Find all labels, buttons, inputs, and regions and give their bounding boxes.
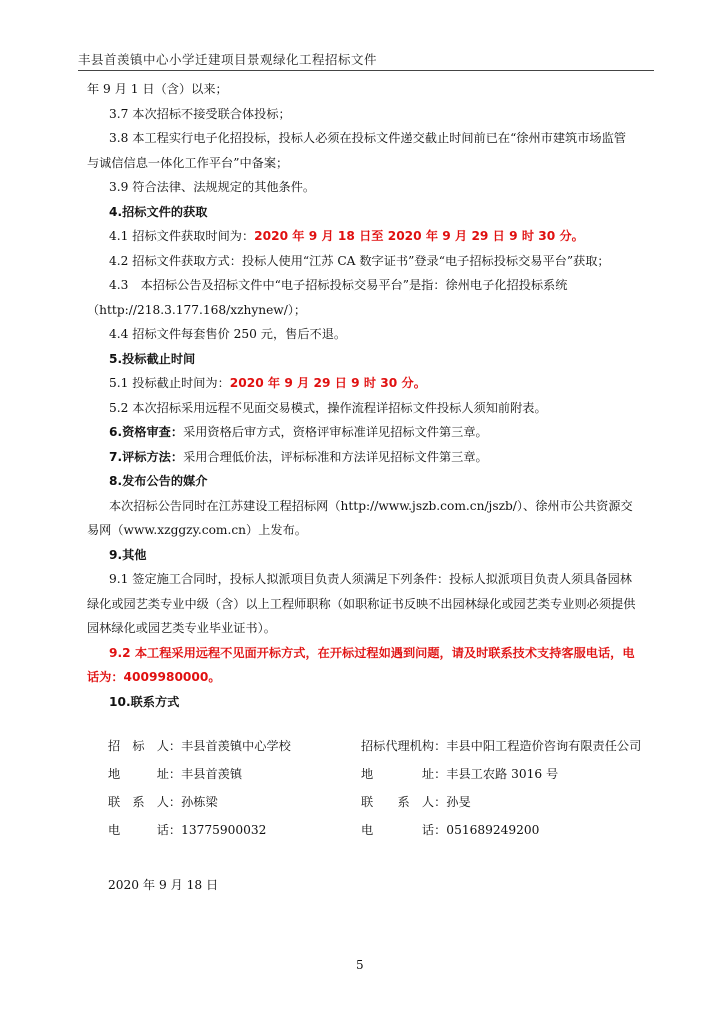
- contact-tenderer: 招 标 人：丰县首羡镇中心学校: [108, 739, 291, 753]
- contact-tenderer-address: 地 址：丰县首羡镇: [108, 767, 243, 781]
- sec8-line-2: 易网（www.xzggzy.com.cn）上发布。: [87, 523, 307, 537]
- sec5-item-5-2: 5.2 本次招标采用远程不见面交易模式，操作流程详招标文件投标人须知前附表。: [109, 400, 547, 415]
- sec9-heading: 9.其他: [109, 547, 147, 562]
- document-date: 2020 年 9 月 18 日: [108, 878, 219, 892]
- sec7-line: [87, 445, 654, 470]
- sec5-item-5-1: [87, 371, 654, 396]
- sec6-line: [87, 420, 654, 445]
- contact-agency-address: 地 址：丰县工农路 3016 号: [361, 767, 559, 781]
- contact-agency-phone: 电 话：051689249200: [361, 823, 540, 837]
- page-number: 5: [356, 958, 364, 972]
- sec8-heading: 8.发布公告的媒介: [109, 474, 208, 488]
- sec9-item-9-1-b: 绿化或园艺类专业中级（含）以上工程师职称（如职称证书反映不出园林绿化或园艺类专业则必须提供: [87, 596, 636, 611]
- contact-agency-person: 联 系 人：孙旻: [361, 795, 471, 809]
- contact-tenderer-person: 联 系 人：孙栋梁: [108, 795, 218, 809]
- sec4-item-4-1-value: 2020 年 9 月 18 日至 2020 年 9 月 29 日 9 时 30 分。: [254, 229, 584, 243]
- document-header-title: 丰县首羡镇中心小学迁建项目景观绿化工程招标文件: [78, 52, 378, 67]
- sec3-item-3-8-b: 与诚信信息一体化工作平台”中备案；: [87, 155, 289, 170]
- sec7-text: 采用合理低价法，评标标准和方法详见招标文件第三章。: [183, 449, 488, 464]
- sec10-heading: 10.联系方式: [109, 694, 180, 709]
- contact-row-address: [108, 765, 658, 793]
- sec8-line-1: 本次招标公告同时在江苏建设工程招标网（http://www.jszb.com.cn/jszb/）、徐州市公共资源交: [109, 498, 633, 513]
- sec9-item-9-1-a: 9.1 签定施工合同时，投标人拟派项目负责人须满足下列条件：投标人拟派项目负责人须具备园林: [109, 572, 632, 586]
- sec9-item-9-2-prefix: 9.2: [109, 645, 135, 660]
- sec4-item-4-1: [87, 224, 654, 249]
- sec3-item-3-8-a: 3.8 本工程实行电子化招投标，投标人必须在投标文件递交截止时间前已在“徐州市建筑市场监管: [109, 131, 626, 145]
- contact-row-person: [108, 793, 658, 821]
- sec5-heading: 5.投标截止时间: [109, 351, 196, 366]
- contact-tenderer-phone: 电 话：13775900032: [108, 823, 267, 837]
- sec7-label: 7.评标方法：: [109, 449, 184, 464]
- sec9-item-9-2-a: [87, 641, 654, 666]
- header-rule: [78, 70, 654, 71]
- contact-row-phone: [108, 821, 658, 849]
- sec5-item-5-1-label: 5.1 投标截止时间为：: [109, 376, 230, 390]
- sec4-item-4-1-label: 4.1 招标文件获取时间为：: [109, 229, 255, 243]
- sec9-item-9-1-c: 园林绿化或园艺类专业毕业证书）。: [87, 621, 276, 635]
- contact-agency: 招标代理机构：丰县中阳工程造价咨询有限责任公司: [361, 739, 642, 753]
- sec6-label: 6.资格审查：: [109, 425, 184, 439]
- document-body: [87, 77, 654, 714]
- sec4-item-4-2: 4.2 招标文件获取方式：投标人使用“江苏 CA 数字证书”登录“电子招标投标交易平台”获取；: [109, 253, 610, 268]
- sec4-item-4-3-b: （http://218.3.177.168/xzhynew/）；: [87, 302, 307, 317]
- sec6-text: 采用资格后审方式，资格评审标准详见招标文件第三章。: [183, 425, 488, 439]
- sec3-item-3-9: 3.9 符合法律、法规规定的其他条件。: [109, 180, 316, 194]
- sec3-item-3-7: 3.7 本次招标不接受联合体投标；: [109, 106, 291, 121]
- sec4-item-4-3-a: 4.3 本招标公告及招标文件中“电子招标投标交易平台”是指：徐州电子化招投标系统: [109, 278, 568, 292]
- sec9-item-9-2-b: 话为：4009980000。: [87, 670, 221, 684]
- contact-table: [108, 737, 658, 849]
- sec5-item-5-1-value: 2020 年 9 月 29 日 9 时 30 分。: [229, 376, 426, 390]
- sec4-heading: 4.招标文件的获取: [109, 204, 208, 219]
- contact-row-tenderer: [108, 737, 658, 765]
- sec9-item-9-2-text: 本工程采用远程不见面开标方式，在开标过程如遇到问题，请及时联系技术支持客服电话，电: [134, 645, 635, 660]
- sec4-item-4-4: 4.4 招标文件每套售价 250 元，售后不退。: [109, 327, 347, 341]
- sec3-line0: 年 9 月 1 日（含）以来；: [87, 82, 228, 96]
